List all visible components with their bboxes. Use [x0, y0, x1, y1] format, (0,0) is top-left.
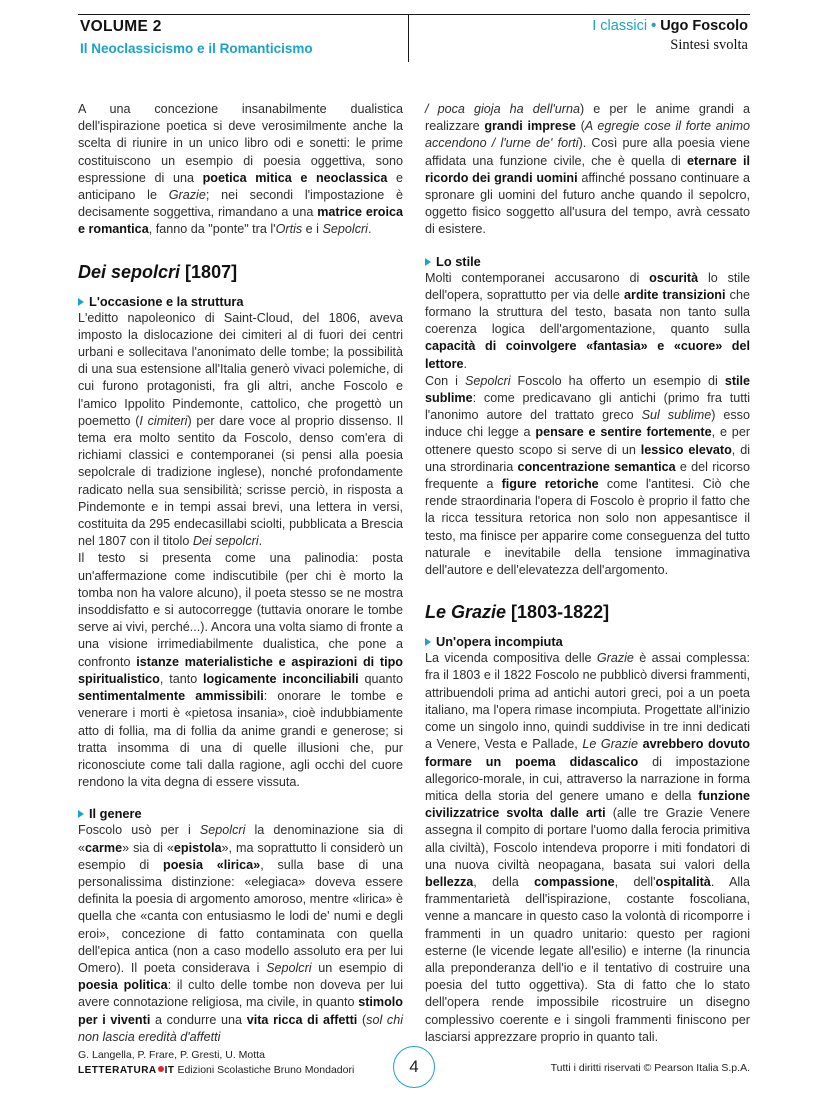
footer-publisher-line [78, 1063, 354, 1078]
header-left [80, 18, 313, 56]
italic-text: Sepolcri [266, 960, 312, 975]
italic-text: Sul sublime [641, 408, 712, 423]
page-number: 4 [393, 1046, 435, 1088]
text-run: La vicenda compositiva delle [425, 651, 597, 666]
footer-rights: Tutti i diritti riservati © Pearson Italia S.p.A. [550, 1062, 750, 1074]
bold-text: stimolo per i viventi [78, 995, 403, 1027]
text-run: di impostazione allegorico-morale, in cui, attraverso la narrazione in forma mitica della storia del genere umano e della [425, 754, 750, 803]
subheading-incompiuta [425, 633, 750, 650]
bold-text: poesia politica [78, 978, 168, 993]
text-run: : il culto delle tombe non doveva per lui avere connotazione religiosa, ma civile, in quanto [78, 978, 403, 1010]
italic-text: A egregie cose il forte animo accendono / l'urne de' forti [425, 119, 751, 151]
category-label: I classici [592, 18, 648, 34]
section-title-grazie [425, 601, 750, 623]
text-run: e del ricorso frequente a [425, 459, 750, 492]
text-run: », ma soprattutto li considerò un esempio di [78, 840, 403, 872]
footer-authors: G. Langella, P. Frare, P. Gresti, U. Motta [78, 1049, 265, 1061]
bold-text: concentrazione semantica [517, 459, 676, 474]
text-run: , dell' [614, 874, 656, 889]
text-run: e i [302, 222, 323, 237]
text-run: A una concezione insanabilmente dualistica dell'ispirazione poetica si deve verosimilmente anche la scelta di riunire in un unico libro odi e sonetti: le prime costituiscono un esempio di poesia oggettiva, sono espressione di una [78, 102, 403, 185]
brand-text-b: IT [164, 1065, 175, 1076]
volume-subtitle: Il Neoclassicismo e il Romanticismo [80, 41, 313, 56]
header-rule [78, 14, 750, 15]
header-divider [408, 14, 409, 62]
subheading-stile [425, 253, 750, 270]
bold-text: logicamente inconciliabili [203, 671, 359, 686]
publisher-name: Edizioni Scolastiche Bruno Mondadori [177, 1064, 355, 1076]
bold-text: istanze materialistiche e aspirazioni di tipo spiritualistico [78, 654, 403, 686]
bold-text: stile sublime [425, 373, 751, 406]
italic-text: / poca gioja ha dell'urna [425, 102, 580, 116]
body-paragraph [425, 270, 750, 373]
text-run: » sia di « [122, 840, 174, 855]
text-run: , fanno da "ponte" tra l' [148, 222, 276, 237]
bold-text: matrice eroica e romantica [78, 205, 403, 237]
text-run: un esempio di [311, 960, 403, 975]
triangle-bullet-icon [425, 638, 431, 646]
text-run: , sulla base di una personalissima distinzione: «elegiaca» doveva essere definita la poesia di argomento amoroso, mentre «lirica» è quella che «canta con entusiasmo le lodi de' numi e degli eroi», concezione di fatto contaminata con quella dell'epica antica (non a caso modello assoluto era per lui Omero). Il poeta considerava i [78, 857, 403, 975]
text-run: L'editto napoleonico di Saint-Cloud, del 1806, aveva imposto la dislocazione dei cimiteri al di fuori dei centri urbani e sollecitava l'anonimato delle tombe; la possibilità di una sua estensione all'Italia generò vivaci polemiche, di cui furono protagonisti, fra gli altri, anche Foscolo e l'amico Ippolito Pindemonte, cattolico, che progettò un poemetto ( [78, 310, 403, 428]
body-paragraph [78, 310, 403, 551]
text-run: , e per ottenere questo scopo si serve di un [425, 425, 751, 457]
brand-text-a: LETTERATURA [78, 1065, 157, 1076]
text-run: . [258, 534, 263, 549]
text-run: (alle tre Grazie Venere assegna il compito di portare l'uomo dalla ferocia primitiva alla civiltà), Foscolo intendeva proporre i miti fondatori di una nuova civiltà neopagana, basata sui valori della [425, 806, 750, 872]
subheading-text: Il genere [89, 806, 142, 822]
body-paragraph [425, 101, 750, 239]
bold-text: sentimentalmente ammissibili [78, 689, 264, 704]
italic-text: Sepolcri [465, 373, 511, 388]
body-paragraph [425, 650, 750, 1046]
text-run: Molti contemporanei accusarono di [425, 270, 650, 285]
bold-text: ardite transizioni [624, 287, 726, 302]
bold-text: poetica mitica e neoclassica [202, 170, 388, 185]
bold-text: carme [85, 840, 123, 855]
section-title-text: Le Grazie [425, 602, 507, 623]
text-run: la denominazione sia di « [78, 823, 403, 855]
text-run: quanto [358, 671, 403, 686]
italic-text: Sepolcri [199, 823, 246, 838]
left-column [78, 101, 403, 1046]
subheading-text: Un'opera incompiuta [436, 634, 563, 650]
text-run: Foscolo usò per i [78, 823, 200, 838]
text-run: ) per dare voce al proprio dissenso. Il tema era molto sentito da Foscolo, denso com'era di richiami classici e contemporanei (si pensi alla poesia sepolcrale di tradizione inglese), nonché profondamente radicato nella sua sensibilità; scrisse perciò, in risposta a Pindemonte e in tempi assai brevi, una lettera in versi, costituita da 295 endecasillabi sciolti, pubblicata a Brescia nel 1807 con il titolo [78, 413, 404, 549]
subheading-genere [78, 805, 403, 822]
italic-text: sol chi non lascia eredità d'affetti [78, 1012, 403, 1044]
author-label: Ugo Foscolo [660, 18, 748, 34]
subheading-text: L'occasione e la struttura [89, 293, 244, 309]
text-run: ( [357, 1012, 367, 1027]
triangle-bullet-icon [78, 298, 84, 306]
text-run: a condurre una [150, 1012, 247, 1027]
bold-text: oscurità [649, 270, 699, 285]
brand-logo [78, 1065, 175, 1076]
bold-text: compassione [534, 874, 615, 889]
subheading-occasione [78, 293, 403, 310]
bold-text: pensare e sentire fortemente [535, 425, 712, 440]
italic-text: Le Grazie [582, 737, 638, 752]
section-title-sepolcri [78, 261, 403, 283]
text-run: come l'antitesi. Ciò che rende straordinaria l'opera di Foscolo è proprio il fatto che la ricca tessitura retorica non solo non appesantisce il testo, ma finisce per apparire come conseguenza del tutto naturale e inevitabile della tensione immaginativa dell'autore e dell'elevatezza dell'argomento. [425, 477, 750, 578]
italic-text: Ortis [275, 222, 303, 237]
text-run: Con i [425, 373, 465, 388]
bold-text: funzione civilizzatrice svolta dalle arti [425, 788, 750, 821]
italic-text: Grazie [168, 188, 206, 203]
section-title-text: Dei sepolcri [78, 261, 181, 282]
header-right [592, 18, 748, 54]
text-run: è assai complessa: fra il 1803 e il 1822 Foscolo ne pubblicò diversi frammenti, attribuendoli prima ad antichi autori greci, poi a un poeta italiano, ma l'opera rimase incompiuta. Progettate all'inizio come un singolo inno, quindi suddivise in tre inni dedicati a Venere, Vesta e Pallade, [425, 651, 750, 752]
bold-text: epistola [173, 840, 222, 855]
text-run: che formano la struttura del testo, basata non tanto sulla coerenza logica dell'argomentazione, quanto sulla [425, 287, 750, 337]
text-run: : come predicavano gli antichi (primo fra tutti l'anonimo autore del trattato greco [425, 391, 750, 423]
bold-text: eternare il ricordo dei grandi uomini [425, 153, 750, 185]
text-run: . [367, 222, 372, 237]
footer-left [78, 1048, 354, 1078]
document-kind: Sintesi svolta [670, 37, 748, 53]
header-category-line [592, 18, 748, 34]
text-run: Foscolo ha offerto un esempio di [510, 373, 725, 388]
text-run: ) esso induce chi legge a [425, 408, 750, 440]
text-run: ) e per le anime grandi a realizzare [425, 102, 750, 134]
right-column [425, 101, 750, 1046]
italic-text: Dei sepolcri [192, 534, 259, 549]
bold-text: grandi imprese [484, 119, 576, 134]
italic-text: Grazie [596, 651, 634, 666]
volume-label: VOLUME 2 [80, 18, 162, 35]
text-run: : onorare le tombe e venerare i morti è «pietosa insania», cioè indubbiamente atto di follia, ma di follia da anime grandi e generose; si tratta insomma di una di quelle illusioni che, pur riconosciute come tali dalla ragione, agli occhi del cuore rendono la vita degna di essere vissuta. [78, 689, 403, 790]
italic-text: Sepolcri [322, 222, 368, 237]
bold-text: poesia «lirica» [163, 857, 261, 872]
text-run: ; nei secondi l'impostazione è decisamente soggettiva, rimandano a una [78, 188, 404, 220]
text-run: , della [473, 874, 535, 889]
subheading-text: Lo stile [436, 253, 481, 269]
italic-text: I cimiteri [139, 413, 188, 428]
header-separator: • [651, 18, 657, 34]
bold-text: avrebbero dovuto formare un poema didascalico [425, 737, 750, 769]
brand-dot-icon [158, 1066, 164, 1072]
bold-text: lessico elevato [640, 442, 732, 457]
text-run: . Alla frammentarietà dell'ispirazione, costante foscoliana, venne a mancare in questo caso la volontà di ricomporre i frammenti in un quadro unitario: questo per ragioni esterne (le vicende legate all'esilio) e interne (la rinuncia alla preponderanza dell'io e il tentativo di costruire una poesia del tutto oggettiva). Sta di fatto che lo stato dell'opera rende impossibile ricostruire un disegno complessivo coerente e i singoli frammenti finiscono per lasciarsi apprezzare proprio in quanto tali. [425, 874, 750, 1044]
section-title-year: [1807] [180, 261, 238, 282]
text-run: ( [575, 119, 585, 134]
body-paragraph [425, 373, 750, 579]
bold-text: bellezza [425, 874, 474, 889]
bold-text: vita ricca di affetti [246, 1012, 358, 1027]
bold-text: capacità di coinvolgere «fantasia» e «cuore» del lettore [425, 339, 750, 371]
bold-text: figure retoriche [501, 477, 599, 492]
text-run: , di una strordinaria [425, 442, 750, 474]
text-run: lo stile dell'opera, soprattutto per via delle [425, 270, 750, 302]
text-run: Il testo si presenta come una palinodia: posta un'affermazione come indiscutibile (per chi è morto la tomba non ha valore alcuno), il poeta stesso se ne mostra insoddisfatto e si autocorregge (tuttavia onorare le tombe serve ai vivi, perché...). Ancora una volta siamo di fronte a una visione irrimediabilmente dualistica, che pone a confronto [78, 551, 403, 669]
body-paragraph [78, 550, 403, 791]
intro-paragraph [78, 101, 403, 239]
text-run: e anticipano le [78, 170, 404, 203]
text-run: ). Così pure alla poesia viene affidata una funzione civile, che è quella di [425, 136, 750, 168]
text-run: , tanto [159, 671, 204, 686]
triangle-bullet-icon [425, 258, 431, 266]
text-run: affinché possano continuare a spronare gli uomini del futuro anche quando il sepolcro, oggetto fisico soggetto all'usura del tempo, avrà cessato di esistere. [425, 170, 750, 237]
body-paragraph [78, 822, 403, 1046]
triangle-bullet-icon [78, 810, 84, 818]
text-run: . [463, 356, 467, 371]
section-title-year: [1803-1822] [506, 602, 610, 623]
bold-text: ospitalità [655, 874, 711, 889]
